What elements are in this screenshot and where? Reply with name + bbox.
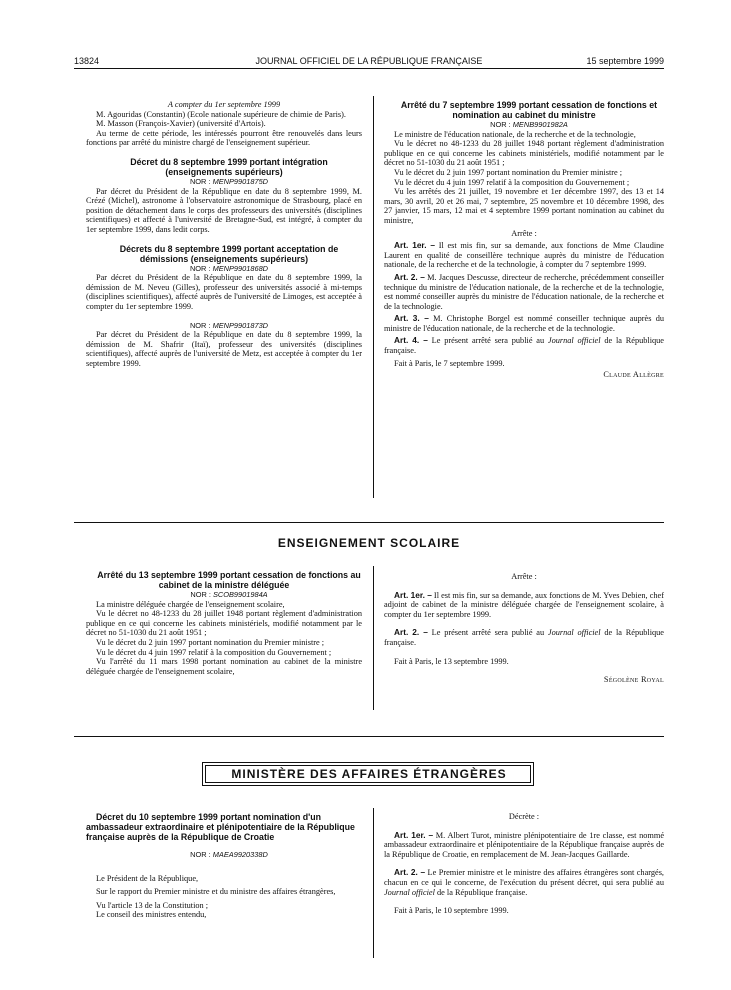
decree-text: Par décret du Président de la République en date du 8 septembre 1999, la démission de M. Shafrir (Itaï), professeur des universités (disciplines scientifiques), affecté auprès de l'université de Metz, est acceptée à compter du 1er septembre 1999. — [86, 330, 362, 368]
column-left-bottom — [86, 812, 362, 920]
visa: Sur le rapport du Premier ministre et du ministre des affaires étrangères, — [96, 887, 336, 897]
paragraph: M. Masson (François-Xavier) (université d'Artois). — [96, 119, 266, 129]
article-4: Art. 4. – Le présent arrêté sera publié au Journal officiel de la République française. — [384, 335, 664, 356]
decrete-word: Décrète : — [508, 812, 540, 821]
column-left-top — [86, 100, 362, 368]
paragraph: M. Agouridas (Constantin) (Ecole nationale supérieure de chimie de Paris). — [96, 109, 346, 119]
column-left-middle — [86, 570, 362, 676]
article-3: Art. 3. – M. Christophe Borgel est nommé conseiller technique auprès du ministre de l'éducation nationale, de la recherche et de la technologie. — [384, 313, 664, 333]
visa: Vu le décret no 48-1233 du 28 juillet 1948 portant règlement d'administration publique en ce qui concerne les cabinets ministériels, modifié notamment par le décret no 51-1030 du 21 août 1951 ; — [384, 139, 664, 168]
visa: Vu l'arrêté du 11 mars 1998 portant nomination au cabinet de la ministre déléguée chargée de l'enseignement scolaire, — [86, 657, 362, 676]
nor-line: NOR : MENB9901982A — [490, 120, 568, 129]
decree-title: Décret du 8 septembre 1999 portant intégration (enseignements supérieurs) — [130, 156, 328, 177]
section-title: MINISTÈRE DES AFFAIRES ÉTRANGÈRES — [231, 767, 507, 781]
decree-text: Par décret du Président de la République en date du 8 septembre 1999, la démission de M. Neveu (Gilles), professeur des universités associé à mi-temps (disciplines scientifiques), affecté auprès de l'université de Limoges, est acceptée à compter du 1er septembre 1999. — [86, 273, 362, 311]
nor-line: NOR : MAEA9920338D — [190, 850, 268, 859]
visa: La ministre déléguée chargée de l'enseignement scolaire, — [96, 599, 285, 609]
nor-line: NOR : SCOB9901984A — [190, 590, 268, 599]
article-1: Art. 1er. – Il est mis fin, sur sa demande, aux fonctions de M. Yves Debien, chef adjoint de cabinet de la ministre déléguée chargée de l'enseignement scolaire, à compter du 1er septembre 1999. — [384, 589, 664, 619]
section-rule — [74, 522, 664, 523]
column-divider — [373, 808, 374, 958]
signature: Ségolène Royal — [603, 675, 664, 685]
arrete-title: Arrêté du 13 septembre 1999 portant cessation de fonctions au cabinet de la ministre déléguée — [97, 570, 361, 590]
fait-line: Fait à Paris, le 7 septembre 1999. — [394, 358, 505, 368]
nor-line: NOR : MENP9901875D — [189, 176, 269, 186]
article-1: Art. 1er. – M. Albert Turot, ministre plénipotentiaire de 1re classe, est nommé ambassadeur extraordinaire et plénipotentiaire de la République française auprès de la République de Croatie, en remplacement de M. Jean-Jacques Gaillarde. — [384, 829, 664, 859]
decree-title: Décrets du 8 septembre 1999 portant acceptation de démissions (enseignements supérieurs) — [119, 243, 339, 264]
visa: Vu le décret du 4 juin 1997 relatif à la composition du Gouvernement ; — [96, 647, 332, 657]
visa: Le conseil des ministres entendu, — [96, 910, 207, 920]
column-right-middle — [384, 572, 664, 685]
visa: Vu le décret no 48-1233 du 28 juillet 1948 portant règlement d'administration publique en ce qui concerne les cabinets ministériels, modifié notamment par le décret no 51-1030 du 21 août 1951 ; — [86, 609, 362, 638]
visa: Vu l'article 13 de la Constitution ; — [96, 900, 209, 910]
section-rule — [74, 736, 664, 737]
nor-line: NOR : MENP9901868D — [189, 263, 269, 273]
visa: Vu le décret du 2 juin 1997 portant nomination du Premier ministre ; — [394, 167, 623, 177]
column-right-top — [384, 100, 664, 380]
section-title: ENSEIGNEMENT SCOLAIRE — [277, 536, 461, 550]
visa: Vu le décret du 4 juin 1997 relatif à la composition du Gouvernement ; — [394, 177, 630, 187]
decree-text: Par décret du Président de la République en date du 8 septembre 1999, M. Crézé (Michel), astronome à l'observatoire astronomique de Strasbourg, placé en position de détachement dans le corps des professeurs des universités (disciplines scientifiques) et affecté à l'université de Bretagne-Sud, est intégré, à compter du 1er septembre 1999, dans ledit corps. — [86, 186, 362, 234]
column-divider — [373, 96, 374, 498]
article-1: Art. 1er. – Il est mis fin, sur sa demande, aux fonctions de Mme Claudine Laurent en qualité de conseillère technique auprès du ministre de l'éducation nationale, de la recherche et de la technologie, à compter du 7 septembre 1999. — [384, 240, 664, 270]
decree-title: Décret du 10 septembre 1999 portant nomination d'un ambassadeur extraordinaire et plénipotentiaire de la République française auprès de la République de Croatie — [86, 812, 355, 842]
fait-line: Fait à Paris, le 10 septembre 1999. — [394, 906, 509, 916]
nor-line: NOR : MENP9901873D — [189, 320, 269, 330]
fait-line: Fait à Paris, le 13 septembre 1999. — [394, 656, 509, 666]
arrete-word: Arrête : — [511, 572, 537, 581]
arrete-title: Arrêté du 7 septembre 1999 portant cessation de fonctions et nomination au cabinet du ministre — [400, 100, 658, 120]
column-right-bottom — [384, 812, 664, 916]
signature: Claude Allègre — [603, 370, 664, 380]
visa: Le Président de la République, — [96, 873, 199, 883]
visa: Le ministre de l'éducation nationale, de la recherche et de la technologie, — [394, 129, 636, 139]
visa: Vu le décret du 2 juin 1997 portant nomination du Premier ministre ; — [96, 637, 325, 647]
visa: Vu les arrêtés des 21 juillet, 19 novembre et 1er décembre 1997, des 13 et 14 mars, 30 avril, 20 et 26 mai, 7 septembre, 25 novembre et 10 décembre 1998, des 27 janvier, 15 mars, 12 mai et 4 septembre 1999 portant nomination au cabinet du ministre, — [384, 187, 664, 225]
page-number: 13824 — [74, 56, 100, 66]
article-2: Art. 2. – Le Premier ministre et le ministre des affaires étrangères sont chargés, chacun en ce qui le concerne, de l'exécution du présent décret, qui sera publié au Journal officiel de la République française. — [384, 867, 665, 897]
column-divider — [373, 566, 374, 710]
article-2: Art. 2. – Le présent arrêté sera publié au Journal officiel de la République française. — [384, 627, 664, 647]
article-2: Art. 2. – M. Jacques Descusse, directeur de recherche, précédemment conseiller technique du ministre de l'éducation nationale, de la recherche et de la technologie, est nommé conseiller auprès du ministre de l'éducation nationale, de la recherche et de la technologie. — [384, 271, 664, 311]
compter-line: A compter du 1er septembre 1999 — [167, 100, 281, 109]
paragraph: Au terme de cette période, les intéressés pourront être renouvelés dans leurs fonctions par arrêté du ministre chargé de l'enseignement supérieur. — [86, 128, 362, 148]
journal-title: JOURNAL OFFICIEL DE LA RÉPUBLIQUE FRANÇAISE — [255, 56, 483, 66]
arrete-word: Arrête : — [511, 228, 537, 238]
header-rule — [74, 68, 664, 69]
issue-date: 15 septembre 1999 — [586, 56, 664, 66]
